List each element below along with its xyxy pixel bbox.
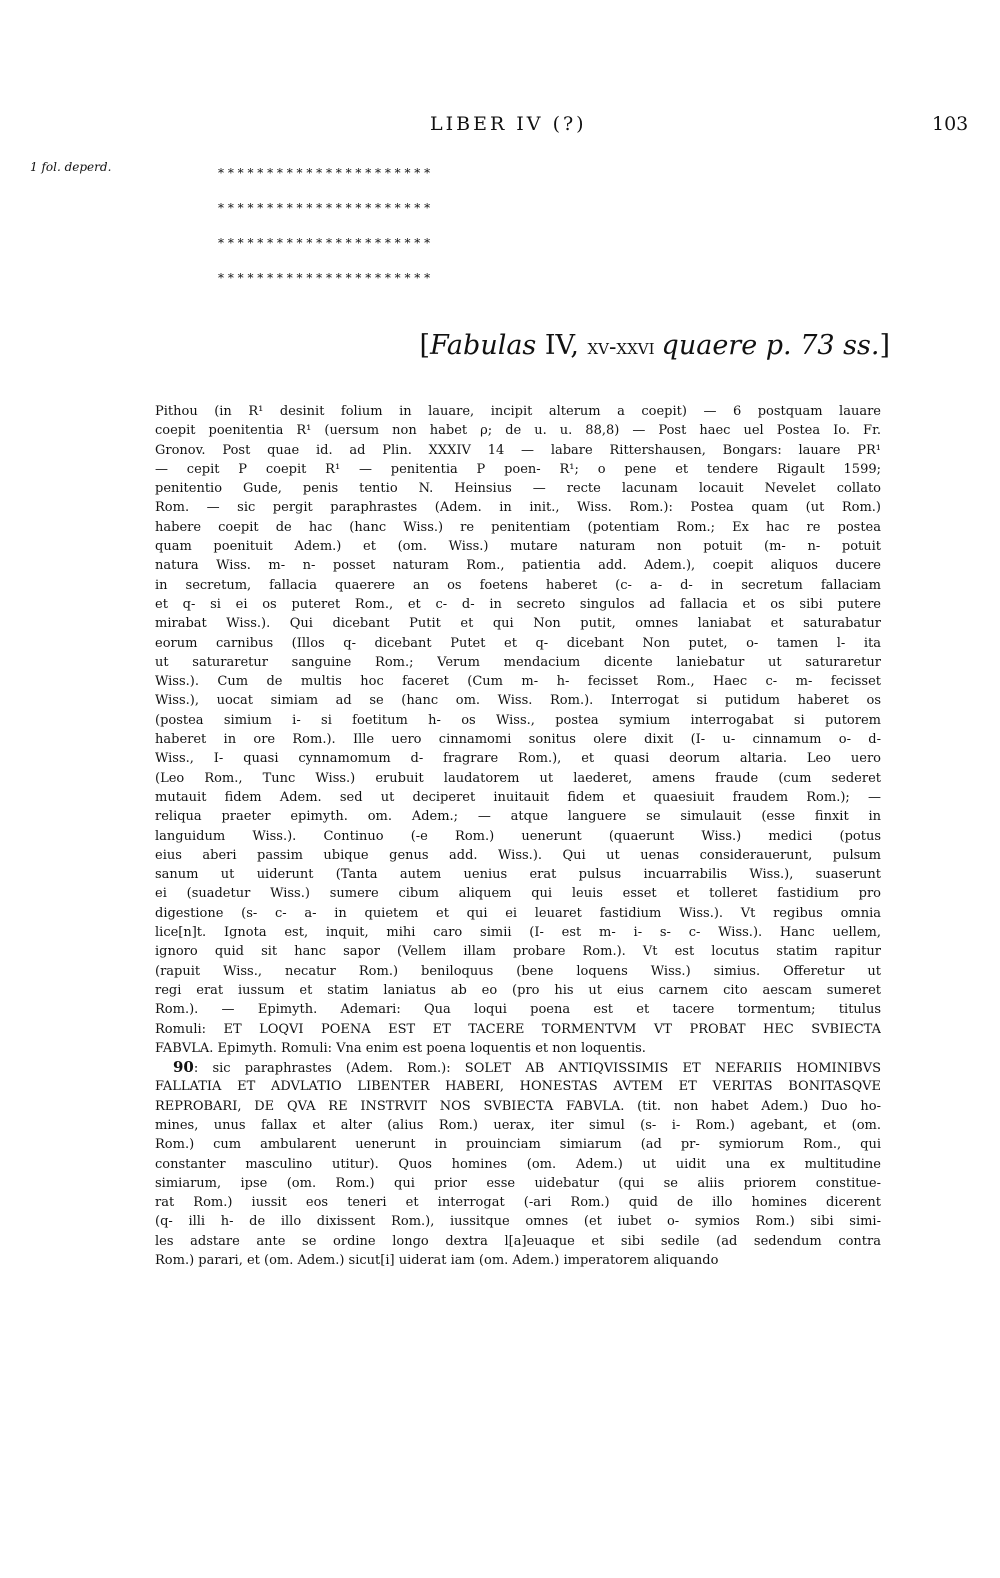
apparatus-line: reliqua praeter epimyth. om. Adem.; — atque languere se simulauit (esse finxit in	[155, 809, 881, 825]
apparatus-line: — cepit P coepit R¹ — penitentia P poen- R¹; o pene et tendere Rigault 1599;	[155, 461, 881, 477]
apparatus-line: Wiss.), uocat simiam ad se (hanc om. Wiss. Rom.). Interrogat si putidum haberet os	[155, 693, 881, 709]
apparatus-line: Wiss.). Cum de multis hoc faceret (Cum m- h- fecisset Rom., Haec c- m- fecisset	[155, 674, 881, 690]
apparatus-line: et q- si ei os puteret Rom., et c- d- in secreto singulos ad fallacia et os sibi putere	[155, 596, 881, 612]
fable-90-text: : sic paraphrastes (Adem. Rom.): SOLET AB ANTIQVISSIMIS ET NEFARIIS HOMINIBVS	[193, 1061, 881, 1077]
apparatus-line: Rom. — sic pergit paraphrastes (Adem. in init., Wiss. Rom.): Postea quam (ut Rom.)	[155, 500, 881, 516]
lacuna-bracket-open: [	[419, 330, 431, 361]
apparatus-line: (rapuit Wiss., necatur Rom.) beniloquus (bene loquens Wiss.) simius. Offeretur ut	[155, 963, 881, 979]
lacuna-range: xv-xxvi	[587, 335, 662, 360]
apparatus-line: digestione (s- c- a- in quietem et qui ei leuaret fastidium Wiss.). Vt regibus omnia	[155, 905, 881, 921]
apparatus-line: ei (suadetur Wiss.) sumere cibum aliquem qui leuis esset et tolleret fastidium pro	[155, 886, 881, 902]
apparatus-line: Romuli: ET LOQVI POENA EST ET TACERE TORMENTVM VT PROBAT HEC SVBIECTA	[155, 1021, 881, 1037]
apparatus-line: Rom.). — Epimyth. Ademari: Qua loqui poena est et tacere tormentum; titulus	[155, 1002, 881, 1018]
apparatus-body	[155, 402, 881, 1058]
fable-90-line: mines, unus fallax et alter (alius Rom.) uerax, iter simul (s- i- Rom.) agebant, et (om.	[155, 1117, 881, 1133]
asterisk-row: * * * * * * * * * * * * * * * * * * * * * *	[218, 166, 431, 180]
fable-90-line: (q- illi h- de illo dixissent Rom.), iussitque omnes (et iubet o- symios Rom.) sibi simi-	[155, 1214, 881, 1230]
apparatus-line: quam poenituit Adem.) et (om. Wiss.) mutare naturam non potuit (m- n- potuit	[155, 539, 881, 555]
apparatus-line: (Leo Rom., Tunc Wiss.) erubuit laudatorem ut laederet, amens fraude (cum sederet	[155, 770, 881, 786]
lacuna-quaere: quaere p. 73 ss.	[661, 330, 880, 361]
apparatus-line: regi erat iussum et statim laniatus ab eo (pro his ut eius carnem cito aescam sumeret	[155, 982, 881, 998]
apparatus-line: sanum ut uiderunt (Tanta autem uenius erat pulsus incuarrabilis Wiss.), suaserunt	[155, 867, 881, 883]
fable-90-line: Rom.) cum ambularent uenerunt in prouinciam simiarum (ad pr- symiorum Rom., qui	[155, 1137, 881, 1153]
apparatus-line: eorum carnibus (Illos q- dicebant Putet et q- dicebant Non putet, o- tamen l- ita	[155, 635, 881, 651]
asterisk-row: * * * * * * * * * * * * * * * * * * * * * *	[218, 201, 431, 215]
asterisk-row: * * * * * * * * * * * * * * * * * * * * * *	[218, 236, 431, 250]
apparatus-line: FABVLA. Epimyth. Romuli: Vna enim est poena loquentis et non loquentis.	[155, 1040, 646, 1056]
running-title: LIBER IV (?)	[430, 113, 587, 135]
fable-90-line	[155, 1058, 881, 1077]
fable-90-line: REPROBARI, DE QVA RE INSTRVIT NOS SVBIECTA FABVLA. (tit. non habet Adem.) Duo ho-	[155, 1098, 881, 1114]
apparatus-line: mutauit fidem Adem. sed ut deciperet inuitauit fidem et quaesiuit fraudem Rom.); —	[155, 789, 881, 805]
apparatus-line: (postea simium i- si foetitum h- os Wiss., postea symium interrogabat si putorem	[155, 712, 881, 728]
fable-90-line: constanter masculino utitur). Quos homines (om. Adem.) ut uidit una ex multitudine	[155, 1156, 881, 1172]
apparatus-line: natura Wiss. m- n- posset naturam Rom., patientia add. Adem.), coepit aliquos ducere	[155, 558, 881, 574]
running-head	[0, 113, 1000, 143]
apparatus-line: in secretum, fallacia quaerere an os foetens haberet (c- a- d- in secretum fallaciam	[155, 577, 881, 593]
asterisk-lacuna	[218, 156, 698, 296]
fable-90-line: Rom.) parari, et (om. Adem.) sicut[i] uiderat iam (om. Adem.) imperatorem aliquando	[155, 1253, 719, 1269]
lacuna-bracket-close: ]	[879, 330, 890, 361]
apparatus-line: Wiss., I- quasi cynnamomum d- fragrare Rom.), et quasi deorum altaria. Leo uero	[155, 751, 881, 767]
apparatus-line: ut saturaretur sanguine Rom.; Verum mendacium dicente laniebatur ut saturaretur	[155, 654, 881, 670]
apparatus-line: ignoro quid sit hanc sapor (Vellem illam probare Rom.). Vt est locutus statim rapitur	[155, 944, 881, 960]
apparatus-line: penitentio Gude, penis tentio N. Heinsius — recte lacunam locauit Nevelet collato	[155, 481, 881, 497]
critical-apparatus	[155, 402, 881, 1270]
apparatus-line: coepit poenitentia R¹ (uersum non habet ρ; de u. u. 88,8) — Post haec uel Postea Io. Fr.	[155, 423, 881, 439]
lacuna-note	[370, 330, 890, 361]
lacuna-book: IV,	[544, 330, 588, 361]
page-number: 103	[932, 113, 969, 135]
lacuna-fabulas: Fabulas	[430, 330, 545, 361]
fable-90-line: rat Rom.) iussit eos teneri et interrogat (-ari Rom.) quid de illo homines dicerent	[155, 1195, 881, 1211]
fable-90-line: les adstare ante se ordine longo dextra l[a]euaque et sibi sedile (ad sedendum contra	[155, 1233, 881, 1249]
apparatus-line: mirabat Wiss.). Qui dicebant Putit et qui Non putit, omnes laniabat et saturabatur	[155, 616, 881, 632]
asterisk-row: * * * * * * * * * * * * * * * * * * * * * *	[218, 271, 431, 285]
apparatus-line: eius aberi passim ubique genus add. Wiss.). Qui ut uenas considerauerunt, pulsum	[155, 847, 881, 863]
apparatus-line: habere coepit de hac (hanc Wiss.) re penitentiam (potentiam Rom.; Ex hac re postea	[155, 519, 881, 535]
apparatus-line: haberet in ore Rom.). Ille uero cinnamomi sonitus olere dixit (I- u- cinnamum o- d-	[155, 732, 881, 748]
fable-number: 90	[173, 1058, 194, 1077]
apparatus-line: Pithou (in R¹ desinit folium in lauare, incipit alterum a coepit) — 6 postquam lauare	[155, 404, 881, 419]
fable-90-apparatus	[155, 1058, 881, 1270]
fable-90-line: FALLATIA ET ADVLATIO LIBENTER HABERI, HONESTAS AVTEM ET VERITAS BONITASQVE	[155, 1079, 881, 1095]
apparatus-line: lice[n]t. Ignota est, inquit, mihi caro simii (I- est m- i- s- c- Wiss.). Hanc uellem,	[155, 925, 881, 941]
apparatus-line: Gronov. Post quae id. ad Plin. XXXIV 14 — labare Rittershausen, Bongars: lauare PR¹	[155, 442, 881, 458]
fable-90-line: simiarum, ipse (om. Rom.) qui prior esse uidebatur (qui se aliis priorem constitue-	[155, 1175, 881, 1191]
margin-note: 1 fol. deperd.	[30, 160, 112, 174]
apparatus-line: languidum Wiss.). Continuo (-e Rom.) uenerunt (quaerunt Wiss.) medici (potus	[155, 828, 881, 844]
